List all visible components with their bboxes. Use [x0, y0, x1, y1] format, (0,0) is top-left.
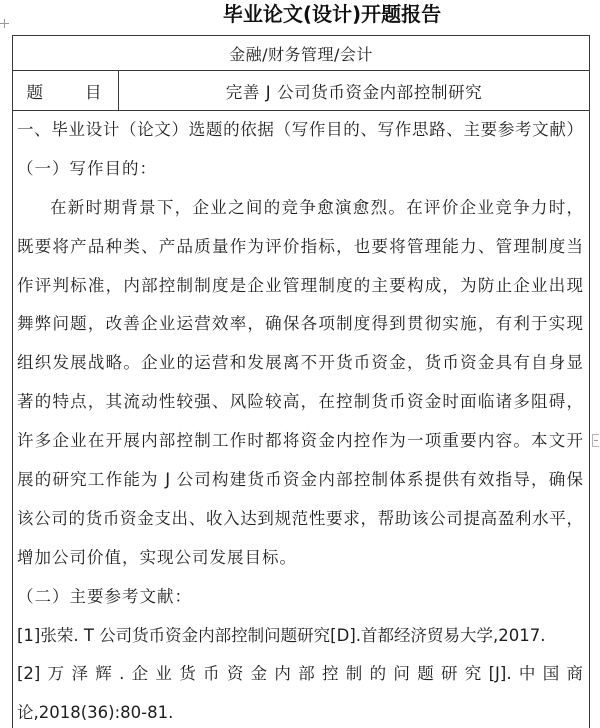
reference-item-2-continued: 论,2018(36):80-81.	[17, 703, 174, 723]
reference-item-1: [1]张荣. T 公司货币资金内部控制问题研究[D].首都经济贸易大学,2017.	[17, 625, 546, 645]
table-row-handle-icon[interactable]	[592, 434, 599, 447]
topic-text: 完善 J 公司货币资金内部控制研究	[225, 82, 483, 102]
topic-value	[119, 71, 589, 110]
paragraph-line: 展的研究工作能为 J 公司构建货币资金内部控制体系提供有效指导，确保	[17, 470, 583, 490]
document-title: 毕业论文(设计)开题报告	[222, 2, 442, 26]
major-row	[13, 36, 589, 71]
paragraph-line: 在新时期背景下，企业之间的竞争愈演愈烈。在评价企业竞争力时，	[50, 197, 583, 217]
reference-item-2: [2]万泽辉.企业货币资金内部控制的问题研究[J].中国商	[17, 664, 583, 684]
proposal-table	[12, 35, 590, 728]
paragraph-line: 组织发展战略。企业的运营和发展离不开货币资金，货币资金具有自身显	[17, 353, 583, 373]
topic-label: 题 目	[13, 71, 119, 110]
table-move-handle-icon[interactable]	[0, 19, 9, 28]
paragraph-line: 著的特点，其流动性较强、风险较高，在控制货币资金时面临诸多阻碍，	[17, 392, 583, 412]
section-heading: 一、毕业设计（论文）选题的依据（写作目的、写作思路、主要参考文献）	[17, 120, 583, 139]
paragraph-line: 增加公司价值，实现公司发展目标。	[17, 547, 297, 567]
paragraph-line: 该公司的货币资金支出、收入达到规范性要求，帮助该公司提高盈利水平，	[17, 508, 583, 528]
paragraph-line: 作评判标准，内部控制制度是企业管理制度的主要构成，为防止企业出现	[17, 275, 583, 295]
topic-row	[13, 71, 589, 111]
paragraph-line: 许多企业在开展内部控制工作时都将资金内控作为一项重要内容。本文开	[17, 431, 583, 451]
purpose-heading: （一）写作目的：	[17, 158, 157, 178]
references-heading: （二）主要参考文献：	[17, 586, 192, 606]
major-text: 金融/财务管理/会计	[229, 44, 373, 64]
paragraph-line: 既要将产品种类、产品质量作为评价指标，也要将管理能力、管理制度当	[17, 236, 583, 256]
paragraph-line: 舞弊问题，改善企业运营效率，确保各项制度得到贯彻实施，有利于实现	[17, 314, 583, 334]
content-cell	[13, 111, 589, 728]
